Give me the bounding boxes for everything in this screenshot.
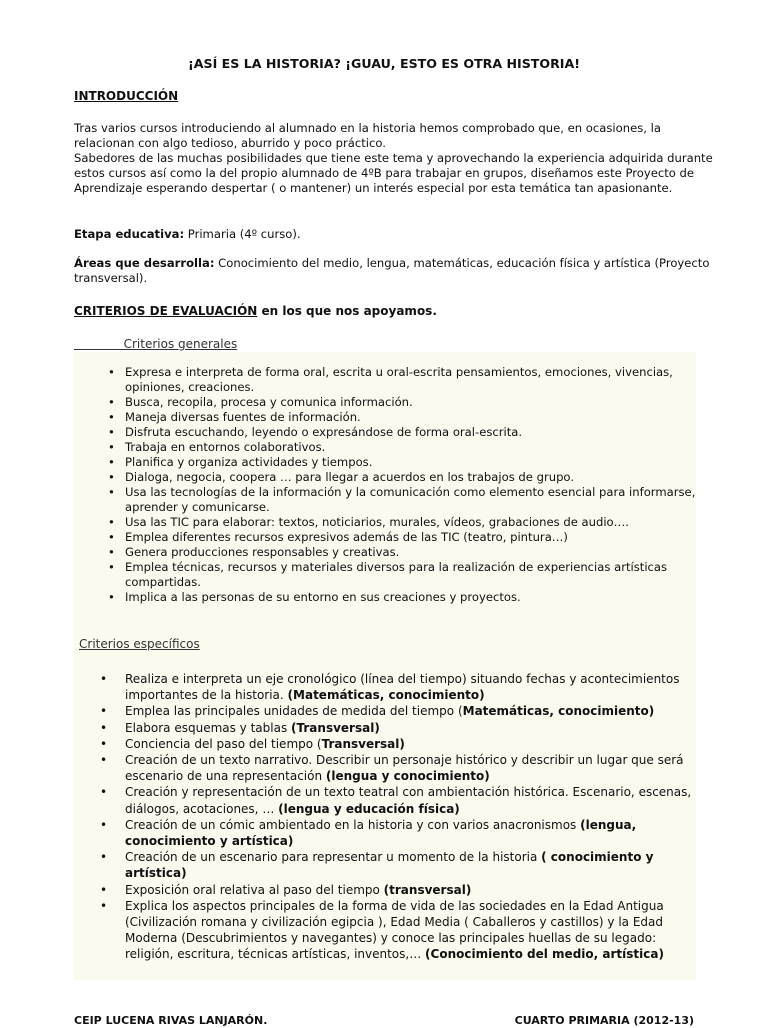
bullet-icon: • xyxy=(108,395,115,409)
bullet-icon: • xyxy=(108,590,115,604)
list-item-text: Conciencia del paso del tiempo ( xyxy=(125,736,322,751)
bullet-icon: • xyxy=(108,425,115,439)
bullet-icon: • xyxy=(108,515,115,529)
bullet-icon: • xyxy=(108,560,115,574)
list-item xyxy=(100,703,696,719)
list-item-text: Creación y representación de un texto teatral con ambientación histórica. Escenario, escenas, diálogos, acotaciones, … xyxy=(125,785,692,816)
list-item xyxy=(100,817,696,849)
bullet-icon: • xyxy=(108,440,115,454)
list-item-text: Emplea diferentes recursos expresivos además de las TIC (teatro, pintura…) xyxy=(125,530,568,544)
list-item-text: Explica los aspectos principales de la forma de vida de las sociedades en la Edad Antigua (Civilización romana y civilización egipcia ), Edad Media ( Caballeros y castillos) y la Edad Moderna (Descubrimientos y navegantes) y conoce las principales huellas de su legado: religión, escritura, técnicas artísticas, inventos,… xyxy=(125,898,664,962)
footer-course: CUARTO PRIMARIA (2012-13) xyxy=(514,1014,694,1027)
list-item xyxy=(108,485,698,515)
list-item xyxy=(108,590,698,605)
list-item-text: Expresa e interpreta de forma oral, escrita u oral-escrita pensamientos, emociones, vivencias, opiniones, creaciones. xyxy=(125,365,673,394)
list-item-text: Emplea técnicas, recursos y materiales diversos para la realización de experiencias artísticas compartidas. xyxy=(125,560,668,589)
criterios-heading-rest: en los que nos apoyamos. xyxy=(257,304,437,318)
criterios-generales-list xyxy=(108,365,698,605)
list-item-text: Exposición oral relativa al paso del tiempo xyxy=(125,882,384,897)
list-item xyxy=(100,898,696,963)
list-item-area: (lengua, conocimiento y artística) xyxy=(125,817,637,849)
list-item-area: (transversal) xyxy=(383,882,472,897)
list-item xyxy=(108,395,698,410)
bullet-icon: • xyxy=(100,898,108,913)
bullet-icon: • xyxy=(108,530,115,544)
list-item-area: Transversal) xyxy=(321,736,405,751)
list-item-text: Creación de un cómic ambientado en la historia y con varios anacronismos xyxy=(125,817,581,832)
bullet-icon: • xyxy=(108,365,115,379)
bullet-icon: • xyxy=(108,545,115,559)
list-item xyxy=(100,720,696,736)
bullet-icon: • xyxy=(108,485,115,499)
list-item-text: Busca, recopila, procesa y comunica información. xyxy=(125,395,413,409)
list-item-area: (lengua y conocimiento) xyxy=(325,769,490,784)
bullet-icon: • xyxy=(100,672,108,686)
list-item xyxy=(100,671,696,703)
list-item xyxy=(108,425,698,440)
etapa-value: Primaria (4º curso). xyxy=(184,227,301,241)
list-item-text: Implica a las personas de su entorno en sus creaciones y proyectos. xyxy=(125,590,521,604)
list-item xyxy=(108,470,698,485)
list-item-area: (Transversal) xyxy=(291,720,380,735)
list-item xyxy=(100,736,696,752)
bullet-icon: • xyxy=(108,470,115,484)
list-item-text: Realiza e interpreta un eje cronológico (línea del tiempo) situando fechas y acontecimientos importantes de la historia. xyxy=(125,672,680,703)
list-item xyxy=(108,410,698,425)
list-item xyxy=(108,365,698,395)
criterios-especificos-list xyxy=(100,671,696,963)
list-item xyxy=(108,545,698,560)
list-item xyxy=(100,784,696,816)
list-item-text: Elabora esquemas y tablas xyxy=(125,720,292,735)
list-item-text: Emplea las principales unidades de medida del tiempo ( xyxy=(125,704,463,719)
bullet-icon: • xyxy=(100,736,108,751)
list-item-text: Disfruta escuchando, leyendo o expresándose de forma oral-escrita. xyxy=(125,425,523,439)
criterios-heading-underlined: CRITERIOS DE EVALUACIÓN xyxy=(74,304,258,318)
list-item-text: Trabaja en entornos colaborativos. xyxy=(125,440,326,454)
list-item xyxy=(108,530,698,545)
list-item-area: (Matemáticas, conocimiento) xyxy=(287,688,485,703)
intro-paragraph: Tras varios cursos introduciendo al alumnado en la historia hemos comprobado que, en ocasiones, la relacionan con algo tedioso, aburrido y poco práctico. Sabedores de las muchas posibilidades que tiene este tema y aprovechando la experiencia adquirida durante estos cursos así como la del propio alumnado de 4ºB para trabajar en grupos, diseñamos este Proyecto de Aprendizaje esperando despertar ( o mantener) un interés especial por esta temática tan apasionante. xyxy=(74,121,713,195)
list-item-area: (Conocimiento del medio, artística) xyxy=(425,947,664,962)
criterios-heading xyxy=(74,304,437,319)
list-item-text: Dialoga, negocia, coopera … para llegar a acuerdos en los trabajos de grupo. xyxy=(125,470,575,484)
areas-label: Áreas que desarrolla: xyxy=(74,256,215,270)
criterios-generales-label: Criterios generales xyxy=(123,337,238,351)
bullet-icon: • xyxy=(108,410,115,424)
list-item-text: Usa las tecnologías de la información y la comunicación como elemento esencial para informarse, aprender y comunicarse. xyxy=(125,485,696,514)
list-item-text: Creación de un escenario para representar u momento de la historia xyxy=(125,850,542,865)
list-item-text: Usa las TIC para elaborar: textos, noticiarios, murales, vídeos, grabaciones de audio…. xyxy=(125,515,629,529)
list-item-area: (lengua y educación física) xyxy=(278,801,460,816)
criterios-generales-title xyxy=(74,337,237,352)
bullet-icon: • xyxy=(100,817,108,832)
bullet-icon: • xyxy=(100,882,108,897)
areas-value: Conocimiento del medio, lengua, matemáticas, educación física y artística (Proyecto transversal). xyxy=(74,256,710,285)
etapa-line xyxy=(74,227,714,242)
list-item xyxy=(108,560,698,590)
list-item xyxy=(108,455,698,470)
list-item-area: ( conocimiento y artística) xyxy=(125,850,654,881)
etapa-label: Etapa educativa: xyxy=(74,227,185,241)
criterios-especificos-title xyxy=(79,637,200,652)
areas-line xyxy=(74,256,714,286)
list-item xyxy=(100,882,696,898)
bullet-icon: • xyxy=(100,753,108,768)
bullet-icon: • xyxy=(100,704,108,719)
list-item-text: Creación de un texto narrativo. Describir un personaje histórico y describir un lugar que será escenario de una representación xyxy=(125,753,684,784)
intro-heading: INTRODUCCIÓN xyxy=(74,89,179,103)
bullet-icon: • xyxy=(100,850,108,865)
bullet-icon: • xyxy=(100,720,108,735)
bullet-icon: • xyxy=(100,785,108,800)
list-item xyxy=(100,752,696,784)
list-item-text: Planifica y organiza actividades y tiempos. xyxy=(125,455,373,469)
list-item-area: Matemáticas, conocimiento) xyxy=(462,704,655,719)
footer-school: CEIP LUCENA RIVAS LANJARÓN. xyxy=(74,1014,268,1027)
bullet-icon: • xyxy=(108,455,115,469)
list-item-text: Maneja diversas fuentes de información. xyxy=(125,410,361,424)
list-item-text: Genera producciones responsables y creativas. xyxy=(125,545,400,559)
list-item xyxy=(108,440,698,455)
document-title: ¡ASÍ ES LA HISTORIA? ¡GUAU, ESTO ES OTRA HISTORIA! xyxy=(188,56,580,71)
list-item xyxy=(100,849,696,881)
list-item xyxy=(108,515,698,530)
criterios-especificos-label: Criterios específicos xyxy=(79,637,200,651)
